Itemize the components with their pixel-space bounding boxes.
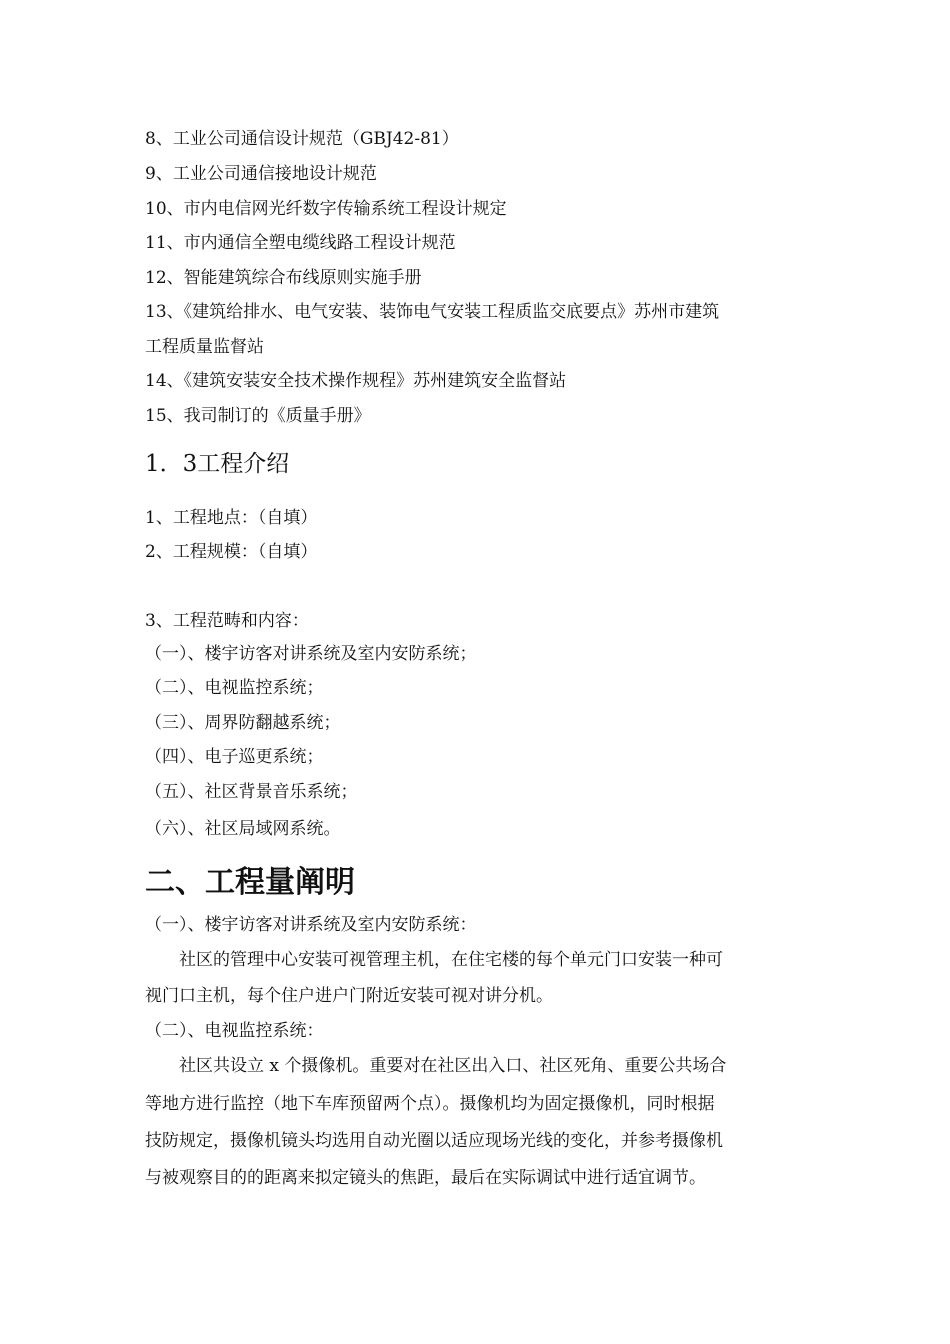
reference-item-10: 10、市内电信网光纤数字传输系统工程设计规定 bbox=[145, 199, 507, 219]
cctv-paragraph-line-4: 与被观察目的的距离来拟定镜头的焦距，最后在实际调试中进行适宜调节。 bbox=[145, 1168, 706, 1188]
reference-item-9: 9、工业公司通信接地设计规范 bbox=[145, 164, 377, 184]
scope-item-6: （六）、社区局域网系统。 bbox=[145, 819, 341, 839]
subsection-intercom-title: （一）、楼宇访客对讲系统及室内安防系统： bbox=[145, 915, 477, 935]
section-2-heading: 二、工程量阐明 bbox=[145, 865, 355, 900]
intercom-paragraph-line-1: 社区的管理中心安装可视管理主机，在住宅楼的每个单元门口安装一种可 bbox=[179, 950, 723, 970]
reference-item-8: 8、工业公司通信设计规范（GBJ42-81） bbox=[145, 129, 459, 149]
scope-item-2: （二）、电视监控系统； bbox=[145, 678, 324, 698]
subsection-cctv-title: （二）、电视监控系统： bbox=[145, 1021, 324, 1041]
scope-item-4: （四）、电子巡更系统； bbox=[145, 747, 324, 767]
cctv-paragraph-line-3: 技防规定，摄像机镜头均选用自动光圈以适应现场光线的变化，并参考摄像机 bbox=[145, 1131, 723, 1151]
scope-item-1: （一）、楼宇访客对讲系统及室内安防系统； bbox=[145, 644, 477, 664]
reference-item-11: 11、市内通信全塑电缆线路工程设计规范 bbox=[145, 233, 456, 253]
cctv-paragraph-line-1: 社区共设立 x 个摄像机。重要对在社区出入口、社区死角、重要公共场合 bbox=[179, 1056, 727, 1076]
cctv-paragraph-line-2: 等地方进行监控（地下车库预留两个点）。摄像机均为固定摄像机，同时根据 bbox=[145, 1094, 715, 1114]
reference-item-15: 15、我司制订的《质量手册》 bbox=[145, 406, 371, 426]
intercom-paragraph-line-2: 视门口主机，每个住户进户门附近安装可视对讲分机。 bbox=[145, 986, 553, 1006]
section-1-3-heading: 1．3工程介绍 bbox=[145, 451, 290, 477]
reference-item-12: 12、智能建筑综合布线原则实施手册 bbox=[145, 268, 422, 288]
reference-item-13-continued: 工程质量监督站 bbox=[145, 337, 264, 357]
reference-item-14: 14、《建筑安装安全技术操作规程》苏州建筑安全监督站 bbox=[145, 371, 567, 391]
project-scope-title: 3、工程范畴和内容： bbox=[145, 611, 309, 631]
scope-item-5: （五）、社区背景音乐系统； bbox=[145, 782, 358, 802]
project-location: 1、工程地点：（自填） bbox=[145, 508, 318, 528]
scope-item-3: （三）、周界防翻越系统； bbox=[145, 713, 341, 733]
reference-item-13: 13、《建筑给排水、电气安装、装饰电气安装工程质监交底要点》苏州市建筑 bbox=[145, 302, 720, 322]
project-scale: 2、工程规模：（自填） bbox=[145, 542, 318, 562]
